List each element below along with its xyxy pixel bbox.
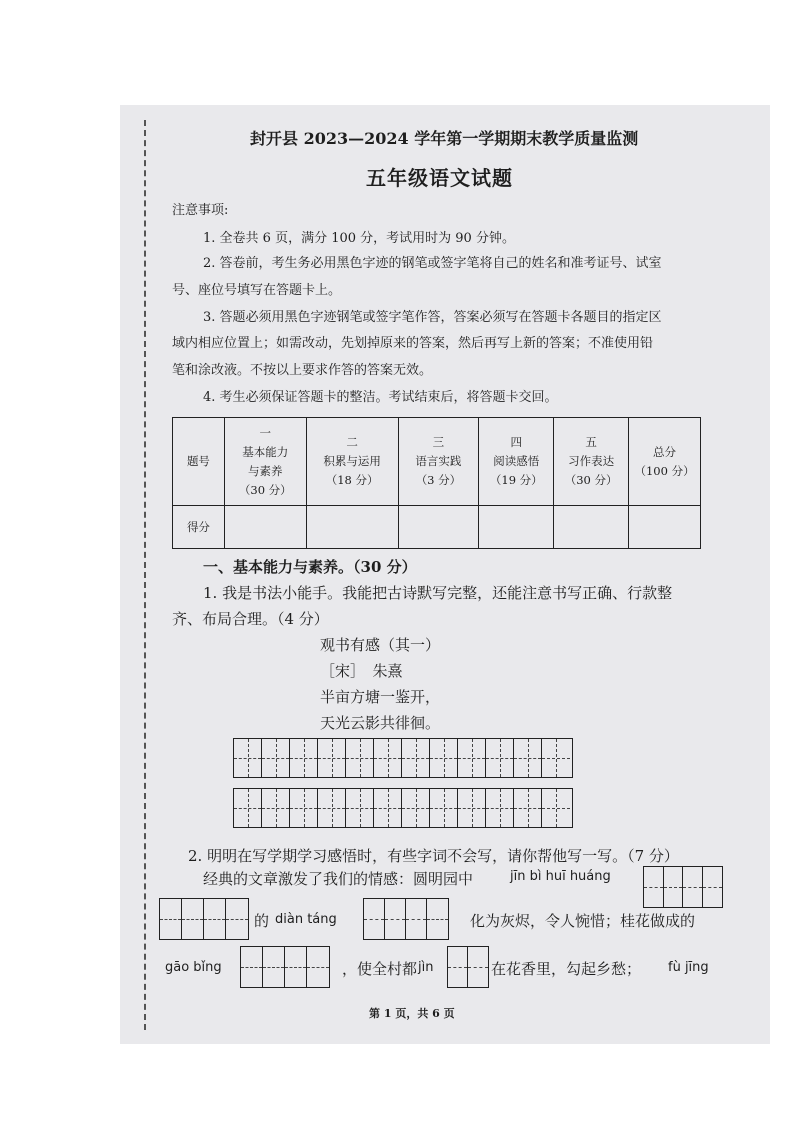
q2-text-line1: 2. 明明在写学期学习感悟时，有些字词不会写，请你帮他写一写。（7 分） [188, 847, 679, 865]
column-header-5: 五 习作表达 （30 分） [554, 418, 629, 506]
page-footer: 第 1 页，共 6 页 [369, 1007, 455, 1020]
row-header-cell: 题号 [173, 418, 225, 506]
note-line: 3. 答题必须用黑色字迹钢笔或签字笔作答，答案必须写在答题卡各题目的指定区 [203, 310, 662, 325]
score-table [172, 417, 701, 549]
exam-subtitle: 五年级语文试题 [366, 166, 513, 190]
score-label-cell: 得分 [173, 506, 225, 549]
q2-text-c: 化为灰烬，令人惋惜；桂花做成的 [470, 912, 696, 930]
score-cell[interactable] [224, 506, 306, 549]
score-cell[interactable] [306, 506, 398, 549]
answer-box-jin-bi-hui-huang-cont[interactable] [159, 898, 249, 940]
note-line: 号、座位号填写在答题卡上。 [172, 283, 342, 298]
note-line: 2. 答卷前，考生务必用黑色字迹的钢笔或签字笔将自己的姓名和准考证号、试室 [203, 256, 662, 271]
writing-grid-row-2[interactable] [233, 788, 573, 828]
q2-text-a: 经典的文章激发了我们的情感：圆明园中 [203, 870, 474, 888]
score-cell[interactable] [479, 506, 554, 549]
poem-author: ［宋］ 朱熹 [320, 662, 403, 680]
poem-title: 观书有感（其一） [320, 636, 441, 654]
note-line: 1. 全卷共 6 页，满分 100 分，考试用时为 90 分钟。 [203, 231, 515, 246]
pinyin-jin: jìn [418, 960, 434, 975]
answer-box-dian-tang[interactable] [363, 898, 449, 940]
poem-line-1: 半亩方塘一鉴开， [320, 688, 441, 706]
exam-title: 封开县 2023—2024 学年第一学期期末教学质量监测 [250, 129, 639, 148]
answer-box-jin-bi-hui-huang[interactable] [643, 866, 723, 908]
q2-text-b: 的 [254, 912, 270, 930]
poem-line-2: 天光云影共徘徊。 [320, 714, 441, 732]
section1-heading: 一、基本能力与素养。（30 分） [203, 558, 417, 576]
pinyin-jin-bi-hui-huang: jīn bì huī huáng [510, 869, 611, 884]
q1-text-line1: 1. 我是书法小能手。我能把古诗默写完整，还能注意书写正确、行款整 [203, 584, 673, 602]
q2-text-d: ，使全村都 [342, 960, 418, 978]
column-header-total: 总分 （100 分） [629, 418, 701, 506]
note-line: 4. 考生必须保证答题卡的整洁。考试结束后，将答题卡交回。 [203, 390, 558, 405]
binding-cut-line [144, 120, 146, 1030]
column-header-2: 二 积累与运用 （18 分） [306, 418, 398, 506]
score-cell[interactable] [554, 506, 629, 549]
pinyin-dian-tang: diàn táng [275, 912, 337, 927]
writing-grid-row-1[interactable] [233, 738, 573, 778]
notes-heading: 注意事项: [172, 203, 229, 218]
pinyin-fu-jing: fù jīng [668, 960, 709, 975]
score-cell[interactable] [398, 506, 479, 549]
pinyin-gao-bing: gāo bǐng [165, 960, 222, 975]
q1-text-line2: 齐、布局合理。（4 分） [172, 610, 329, 628]
column-header-4: 四 阅读感悟 （19 分） [479, 418, 554, 506]
answer-box-gao-bing[interactable] [240, 946, 330, 988]
answer-box-jin[interactable] [447, 946, 489, 988]
q2-text-e: 在花香里，勾起乡愁； [491, 960, 642, 978]
score-cell[interactable] [629, 506, 701, 549]
note-line: 笔和涂改液。不按以上要求作答的答案无效。 [172, 363, 433, 378]
note-line: 域内相应位置上；如需改动，先划掉原来的答案，然后再写上新的答案；不准使用铅 [172, 336, 654, 351]
column-header-1: 一 基本能力 与素养 （30 分） [224, 418, 306, 506]
column-header-3: 三 语言实践 （3 分） [398, 418, 479, 506]
